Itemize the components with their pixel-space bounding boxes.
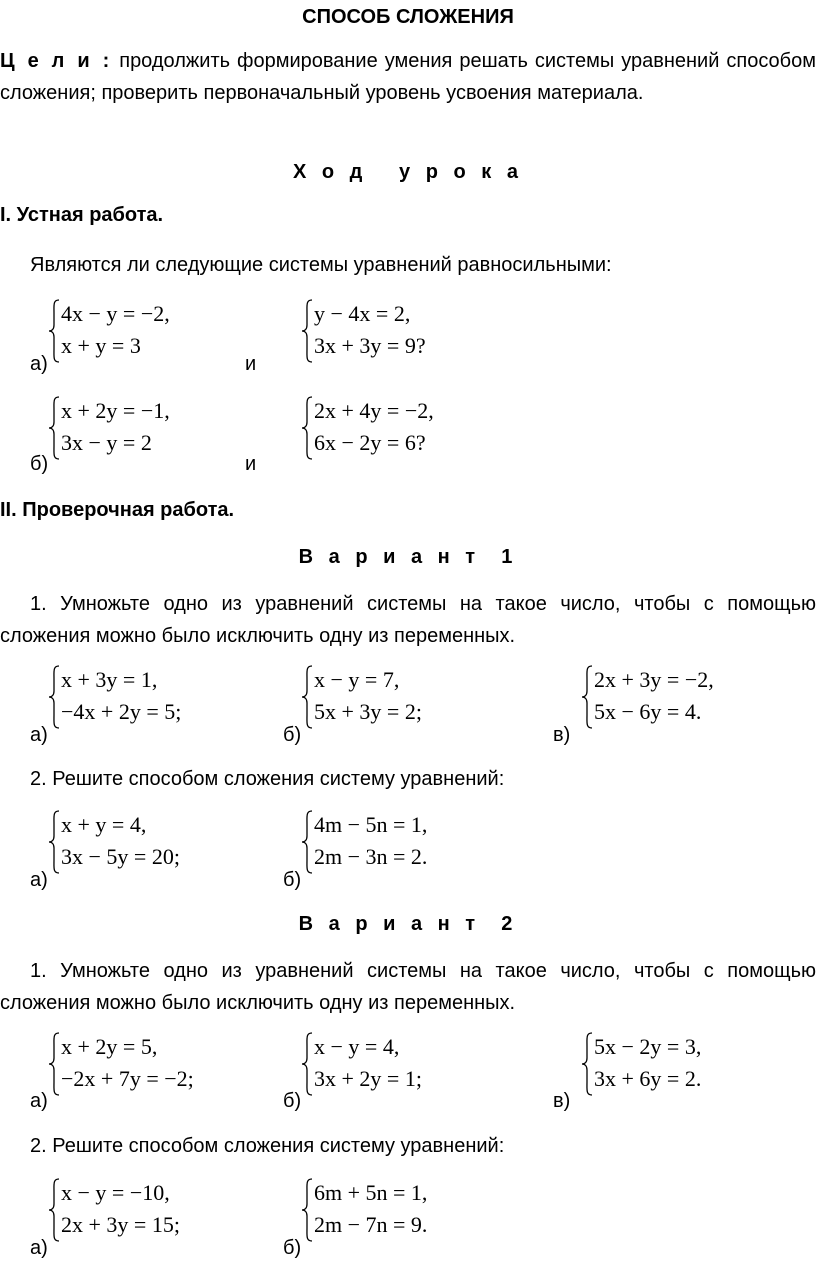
- option-label: а): [30, 869, 48, 891]
- lesson-heading: Х о д у р о к а: [293, 161, 523, 183]
- equation: x + y = 4,: [61, 812, 147, 837]
- brace-icon: [300, 810, 314, 874]
- equation-system: [300, 810, 500, 874]
- equation-system: [300, 396, 500, 460]
- equation: x + 2y = 5,: [61, 1034, 158, 1059]
- variant2-task2: 2. Решите способом сложения систему уравнений:: [30, 1135, 505, 1157]
- equation: 5x − 2y = 3,: [594, 1034, 702, 1059]
- equation: 2m − 7n = 9.: [314, 1212, 428, 1237]
- brace-icon: [47, 665, 61, 729]
- row-b-label: б): [30, 453, 49, 475]
- equation: −2x + 7y = −2;: [61, 1066, 194, 1091]
- variant2-task1: [0, 955, 816, 1019]
- equation: 2x + 3y = −2,: [594, 667, 714, 692]
- variant1-task2: 2. Решите способом сложения систему уравнений:: [30, 768, 505, 790]
- equation: x − y = 4,: [314, 1034, 400, 1059]
- section2-heading: II. Проверочная работа.: [0, 499, 235, 521]
- task-text: 1. Умножьте одно из уравнений системы на такое число, чтобы с помощью сложения можно было исключить одну из переменных.: [0, 593, 816, 647]
- option-label: в): [553, 1090, 571, 1112]
- equation: x + y = 3: [61, 333, 141, 358]
- brace-icon: [300, 1178, 314, 1242]
- equation: x − y = −10,: [61, 1180, 170, 1205]
- variant1-heading: В а р и а н т 1: [298, 546, 518, 568]
- equation-system: [47, 299, 247, 363]
- brace-icon: [580, 665, 594, 729]
- equation: 4x − y = −2,: [61, 301, 170, 326]
- equation-system: [300, 1032, 500, 1096]
- equation: 3x + 3y = 9?: [314, 333, 426, 358]
- equation-system: [47, 665, 247, 729]
- equation: x − y = 7,: [314, 667, 400, 692]
- equation: 2x + 4y = −2,: [314, 398, 434, 423]
- equation-system: [47, 810, 247, 874]
- option-label: б): [283, 1090, 302, 1112]
- equation-system: [300, 1178, 500, 1242]
- brace-icon: [580, 1032, 594, 1096]
- equation: 3x − 5y = 20;: [61, 844, 180, 869]
- equation: 6x − 2y = 6?: [314, 430, 426, 455]
- brace-icon: [47, 396, 61, 460]
- equation: 5x − 6y = 4.: [594, 699, 702, 724]
- section1-heading: I. Устная работа.: [0, 204, 164, 226]
- equation: 3x + 2y = 1;: [314, 1066, 422, 1091]
- brace-icon: [47, 1032, 61, 1096]
- brace-icon: [300, 299, 314, 363]
- brace-icon: [300, 665, 314, 729]
- equation: −4x + 2y = 5;: [61, 699, 182, 724]
- equation: 2x + 3y = 15;: [61, 1212, 180, 1237]
- equation: 3x − y = 2: [61, 430, 152, 455]
- brace-icon: [47, 299, 61, 363]
- page-title: СПОСОБ СЛОЖЕНИЯ: [302, 6, 514, 28]
- row-a-label: а): [30, 353, 48, 375]
- equation: 2m − 3n = 2.: [314, 844, 428, 869]
- brace-icon: [300, 396, 314, 460]
- and-word: и: [245, 453, 257, 475]
- variant2-heading: В а р и а н т 2: [298, 913, 518, 935]
- equation-system: [47, 1032, 247, 1096]
- variant1-task1: [0, 588, 816, 652]
- equation: 6m + 5n = 1,: [314, 1180, 428, 1205]
- option-label: а): [30, 724, 48, 746]
- equation-system: [300, 665, 500, 729]
- equation: x + 2y = −1,: [61, 398, 170, 423]
- task-text: 1. Умножьте одно из уравнений системы на такое число, чтобы с помощью сложения можно было исключить одну из переменных.: [0, 960, 816, 1014]
- brace-icon: [47, 810, 61, 874]
- option-label: б): [283, 1237, 302, 1259]
- equation: 3x + 6y = 2.: [594, 1066, 702, 1091]
- equation: x + 3y = 1,: [61, 667, 158, 692]
- goals-paragraph: [0, 45, 816, 109]
- section1-question: Являются ли следующие системы уравнений равносильными:: [30, 254, 612, 276]
- equation-system: [47, 1178, 247, 1242]
- option-label: а): [30, 1237, 48, 1259]
- and-word: и: [245, 353, 257, 375]
- equation-system: [47, 396, 247, 460]
- goals-text: продолжить формирование умения решать системы уравнений способом сложения; проверить первоначальный уровень усвоения материала.: [0, 50, 816, 104]
- brace-icon: [300, 1032, 314, 1096]
- goals-lead: Ц е л и :: [0, 50, 113, 72]
- option-label: в): [553, 724, 571, 746]
- equation: 4m − 5n = 1,: [314, 812, 428, 837]
- equation-system: [580, 1032, 780, 1096]
- brace-icon: [47, 1178, 61, 1242]
- option-label: б): [283, 869, 302, 891]
- equation: 5x + 3y = 2;: [314, 699, 422, 724]
- equation-system: [300, 299, 500, 363]
- option-label: б): [283, 724, 302, 746]
- option-label: а): [30, 1090, 48, 1112]
- equation-system: [580, 665, 780, 729]
- equation: y − 4x = 2,: [314, 301, 411, 326]
